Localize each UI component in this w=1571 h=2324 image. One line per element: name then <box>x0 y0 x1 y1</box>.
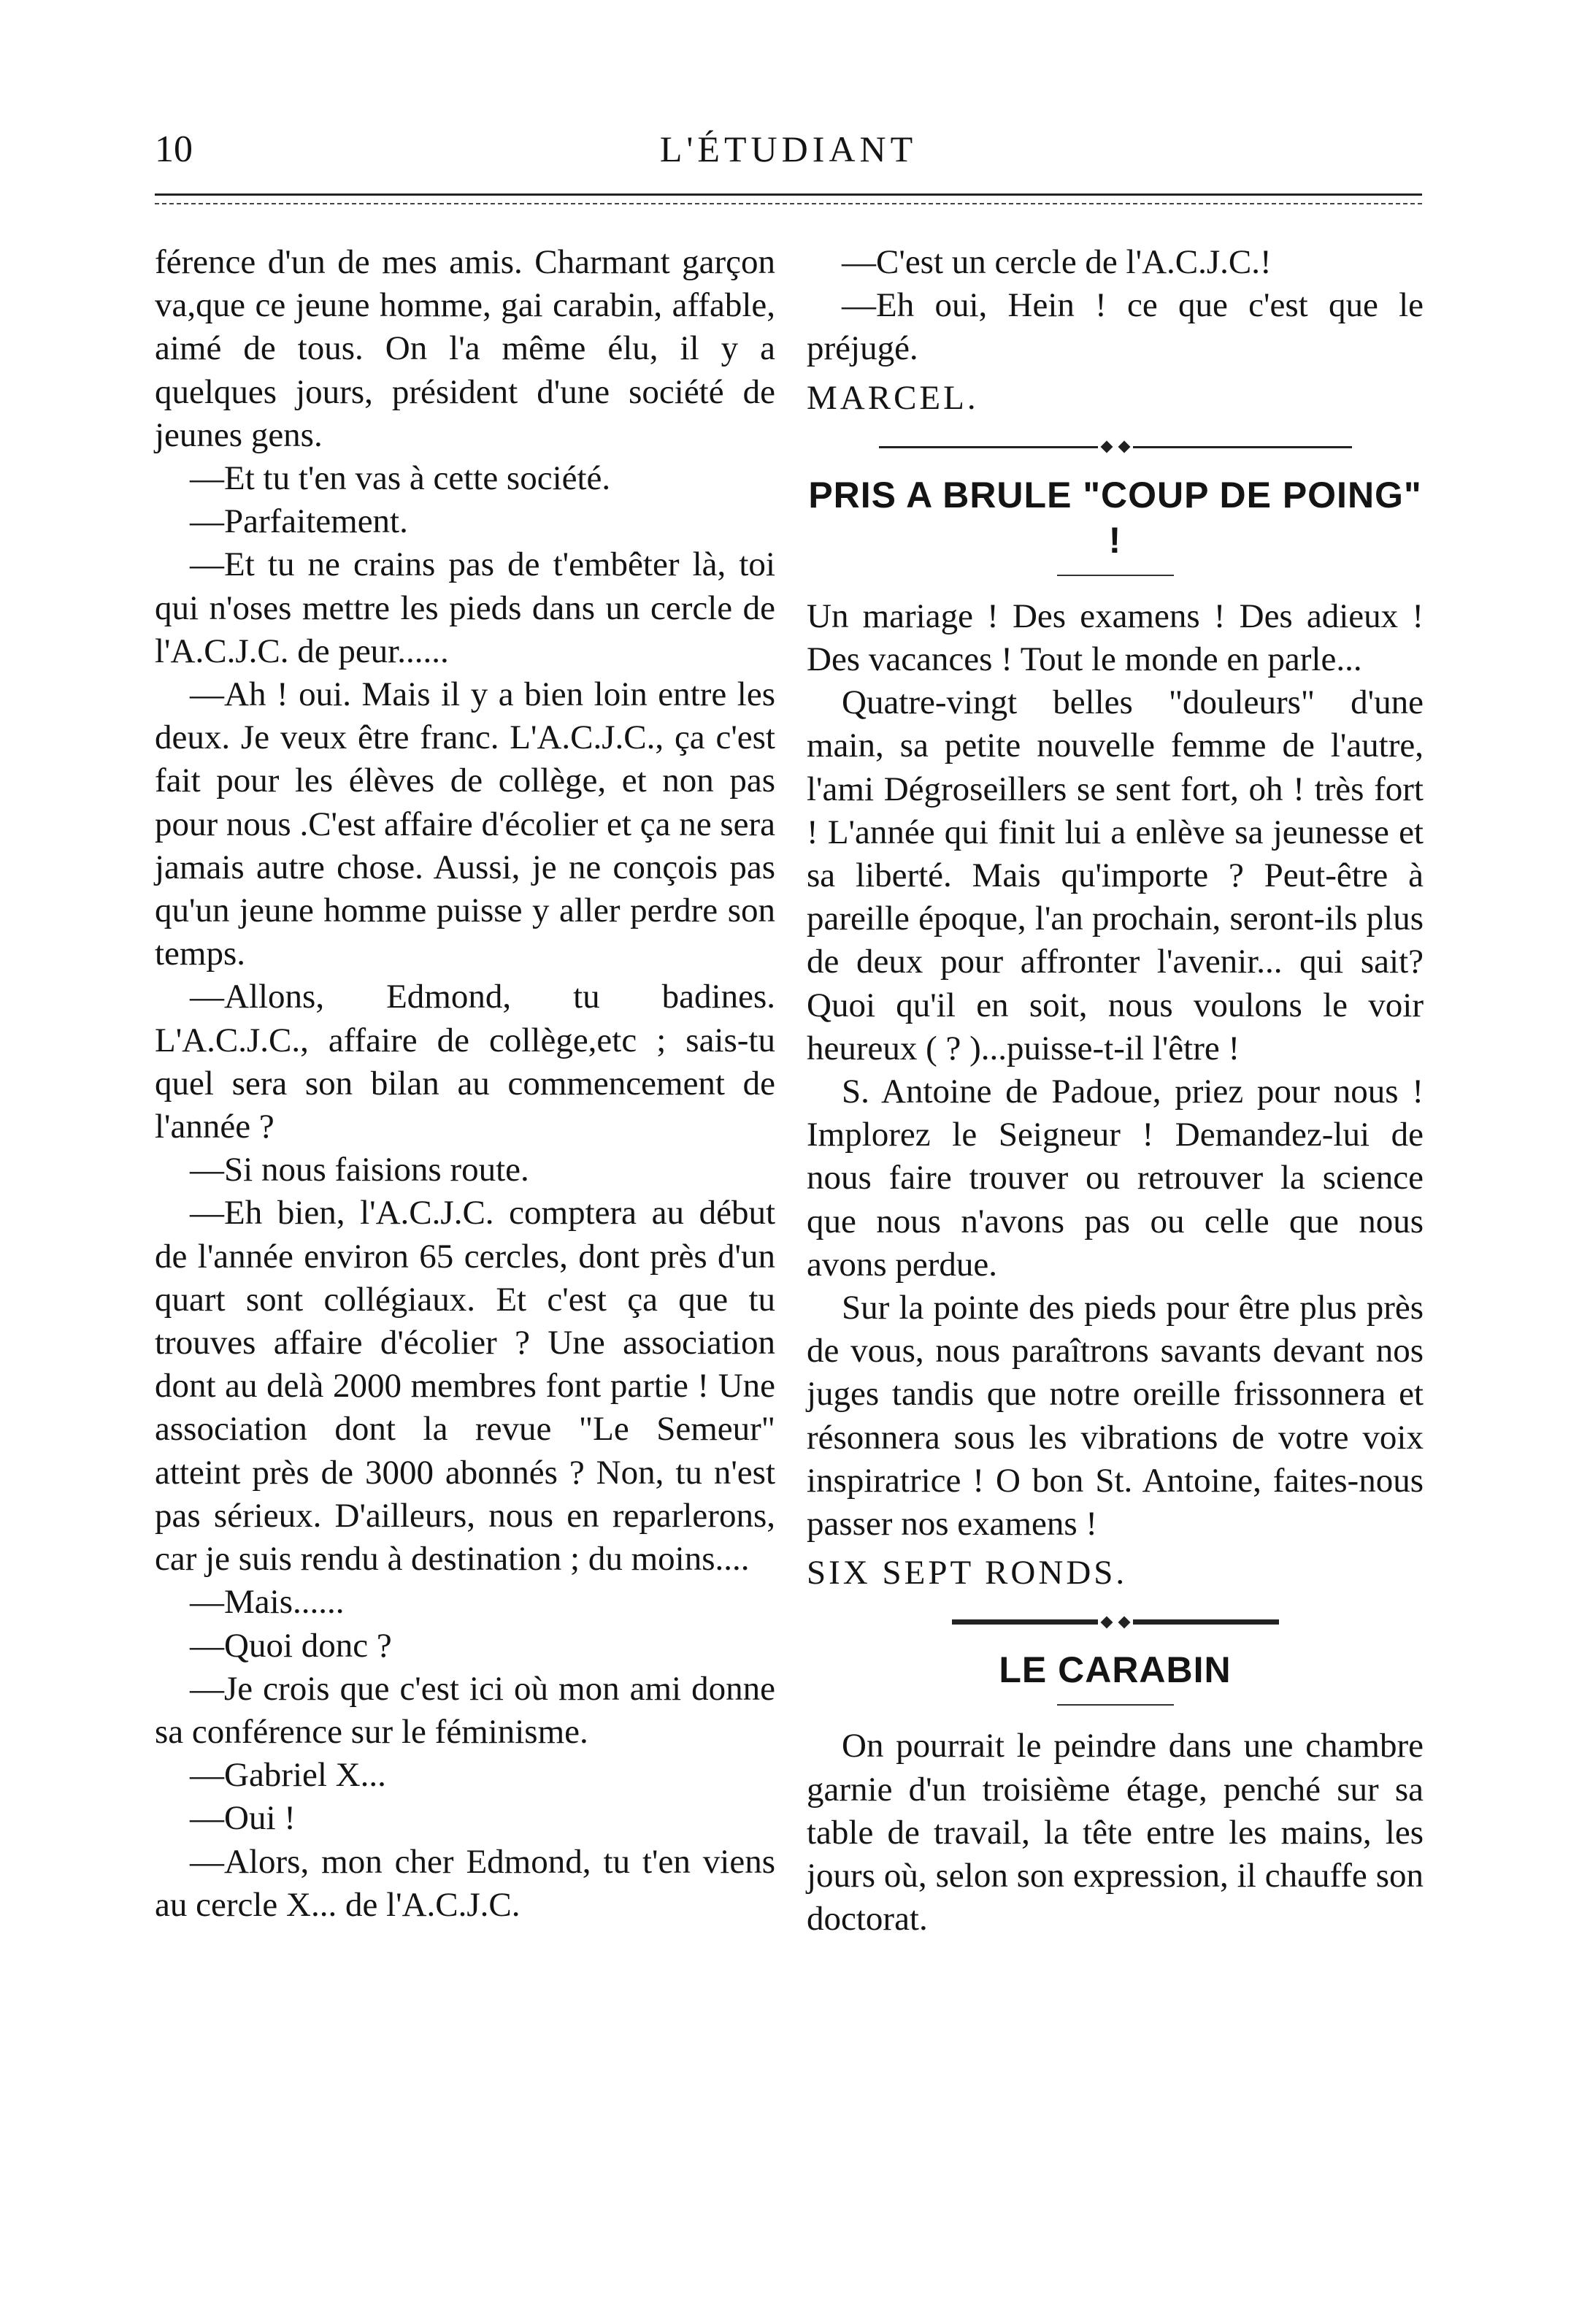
signature: MARCEL. <box>807 378 979 417</box>
paragraph: Un mariage ! Des examens ! Des adieux ! Des vacances ! Tout le monde en parle... <box>807 597 1424 679</box>
paragraph: férence d'un de mes amis. Charmant garçon va,que ce jeune homme, gai carabin, affable, aimé de tous. On l'a même élu, il y a quelques jours, président d'une société de jeunes gens. <box>155 243 775 454</box>
paragraph: —C'est un cercle de l'A.C.J.C.! <box>842 243 1272 281</box>
paragraph: —Eh bien, l'A.C.J.C. comptera au début de l'année environ 65 cercles, dont près d'un quart sont collégiaux. Et c'est ça que tu trouves affaire d'écolier ? Une association dont au delà 2000 membres font partie ! Une association dont la revue "Le Semeur" atteint près de 3000 abonnés ? Non, tu n'est pas sérieux. D'ailleurs, nous en reparlerons, car je suis rendu à destination ; du moins.... <box>155 1194 775 1579</box>
paragraph: —Quoi donc ? <box>190 1626 392 1665</box>
paragraph: S. Antoine de Padoue, priez pour nous ! Implorez le Seigneur ! Demandez-lui de nous faire trouver ou retrouver la science que nous n'avons pas ou celle que nous avons perdue. <box>807 1073 1424 1284</box>
article-title: PRIS A BRULE "COUP DE POING" ! <box>808 474 1422 561</box>
paragraph: Quatre-vingt belles "douleurs" d'une main, sa petite nouvelle femme de l'autre, l'ami Dégroseillers se sent fort, oh ! très fort ! L'année qui finit lui a enlève sa jeunesse et sa liberté. Mais qu'importe ? Peut-être à pareille époque, l'an prochain, seront-ils plus de deux pour affronter l'avenir... qui sait? Quoi qu'il en soit, nous voulons le voir heureux ( ? )...puisse-t-il l'être ! <box>807 683 1424 1067</box>
paragraph: Sur la pointe des pieds pour être plus près de vous, nous paraîtrons savants devant nos juges tandis que notre oreille frissonnera et résonnera sous les vibrations de votre voix inspiratrice ! O bon St. Antoine, faites-nous passer nos examens ! <box>807 1289 1424 1543</box>
paragraph: —Et tu ne crains pas de t'embêter là, toi qui n'oses mettre les pieds dans un cercle de l'A.C.J.C. de peur...... <box>155 545 775 670</box>
left-column <box>155 241 775 1927</box>
paragraph: —Alors, mon cher Edmond, tu t'en viens au cercle X... de l'A.C.J.C. <box>155 1842 775 1924</box>
section-divider <box>807 1615 1424 1630</box>
paragraph: —Je crois que c'est ici où mon ami donne sa conférence sur le féminisme. <box>155 1669 775 1751</box>
running-title: L'ÉTUDIANT <box>659 129 918 169</box>
article-title: LE CARABIN <box>999 1649 1232 1691</box>
paragraph: —Ah ! oui. Mais il y a bien loin entre les deux. Je veux être franc. L'A.C.J.C., ça c'est fait pour les élèves de collège, et non pas pour nous .C'est affaire d'écolier et ça ne sera jamais autre chose. Aussi, je ne conçois pas qu'un jeune homme puisse y aller perdre son temps. <box>155 675 775 973</box>
signature: SIX SEPT RONDS. <box>807 1554 1128 1592</box>
paragraph: —Gabriel X... <box>190 1756 386 1795</box>
paragraph: —Eh oui, Hein ! ce que c'est que le préjugé. <box>807 286 1424 368</box>
page-header <box>155 128 1422 179</box>
title-rule <box>1057 575 1174 576</box>
header-rule-dashed <box>155 203 1422 204</box>
paragraph: —Allons, Edmond, tu badines. L'A.C.J.C., affaire de collège,etc ; sais-tu quel sera son bilan au commencement de l'année ? <box>155 978 775 1146</box>
paragraph: —Oui ! <box>190 1799 296 1838</box>
paragraph: —Mais...... <box>190 1583 345 1622</box>
section-divider <box>807 440 1424 455</box>
page-number: 10 <box>155 129 193 170</box>
paragraph: On pourrait le peindre dans une chambre garnie d'un troisième étage, penché sur sa table de travail, la tête entre les mains, les jours où, selon son expression, il chauffe son doctorat. <box>807 1727 1424 1938</box>
title-rule <box>1057 1704 1174 1706</box>
header-rule <box>155 193 1422 196</box>
paragraph: —Et tu t'en vas à cette société. <box>190 459 611 498</box>
paragraph: —Parfaitement. <box>190 502 408 541</box>
right-column <box>807 241 1424 1941</box>
paragraph: —Si nous faisions route. <box>190 1151 529 1189</box>
